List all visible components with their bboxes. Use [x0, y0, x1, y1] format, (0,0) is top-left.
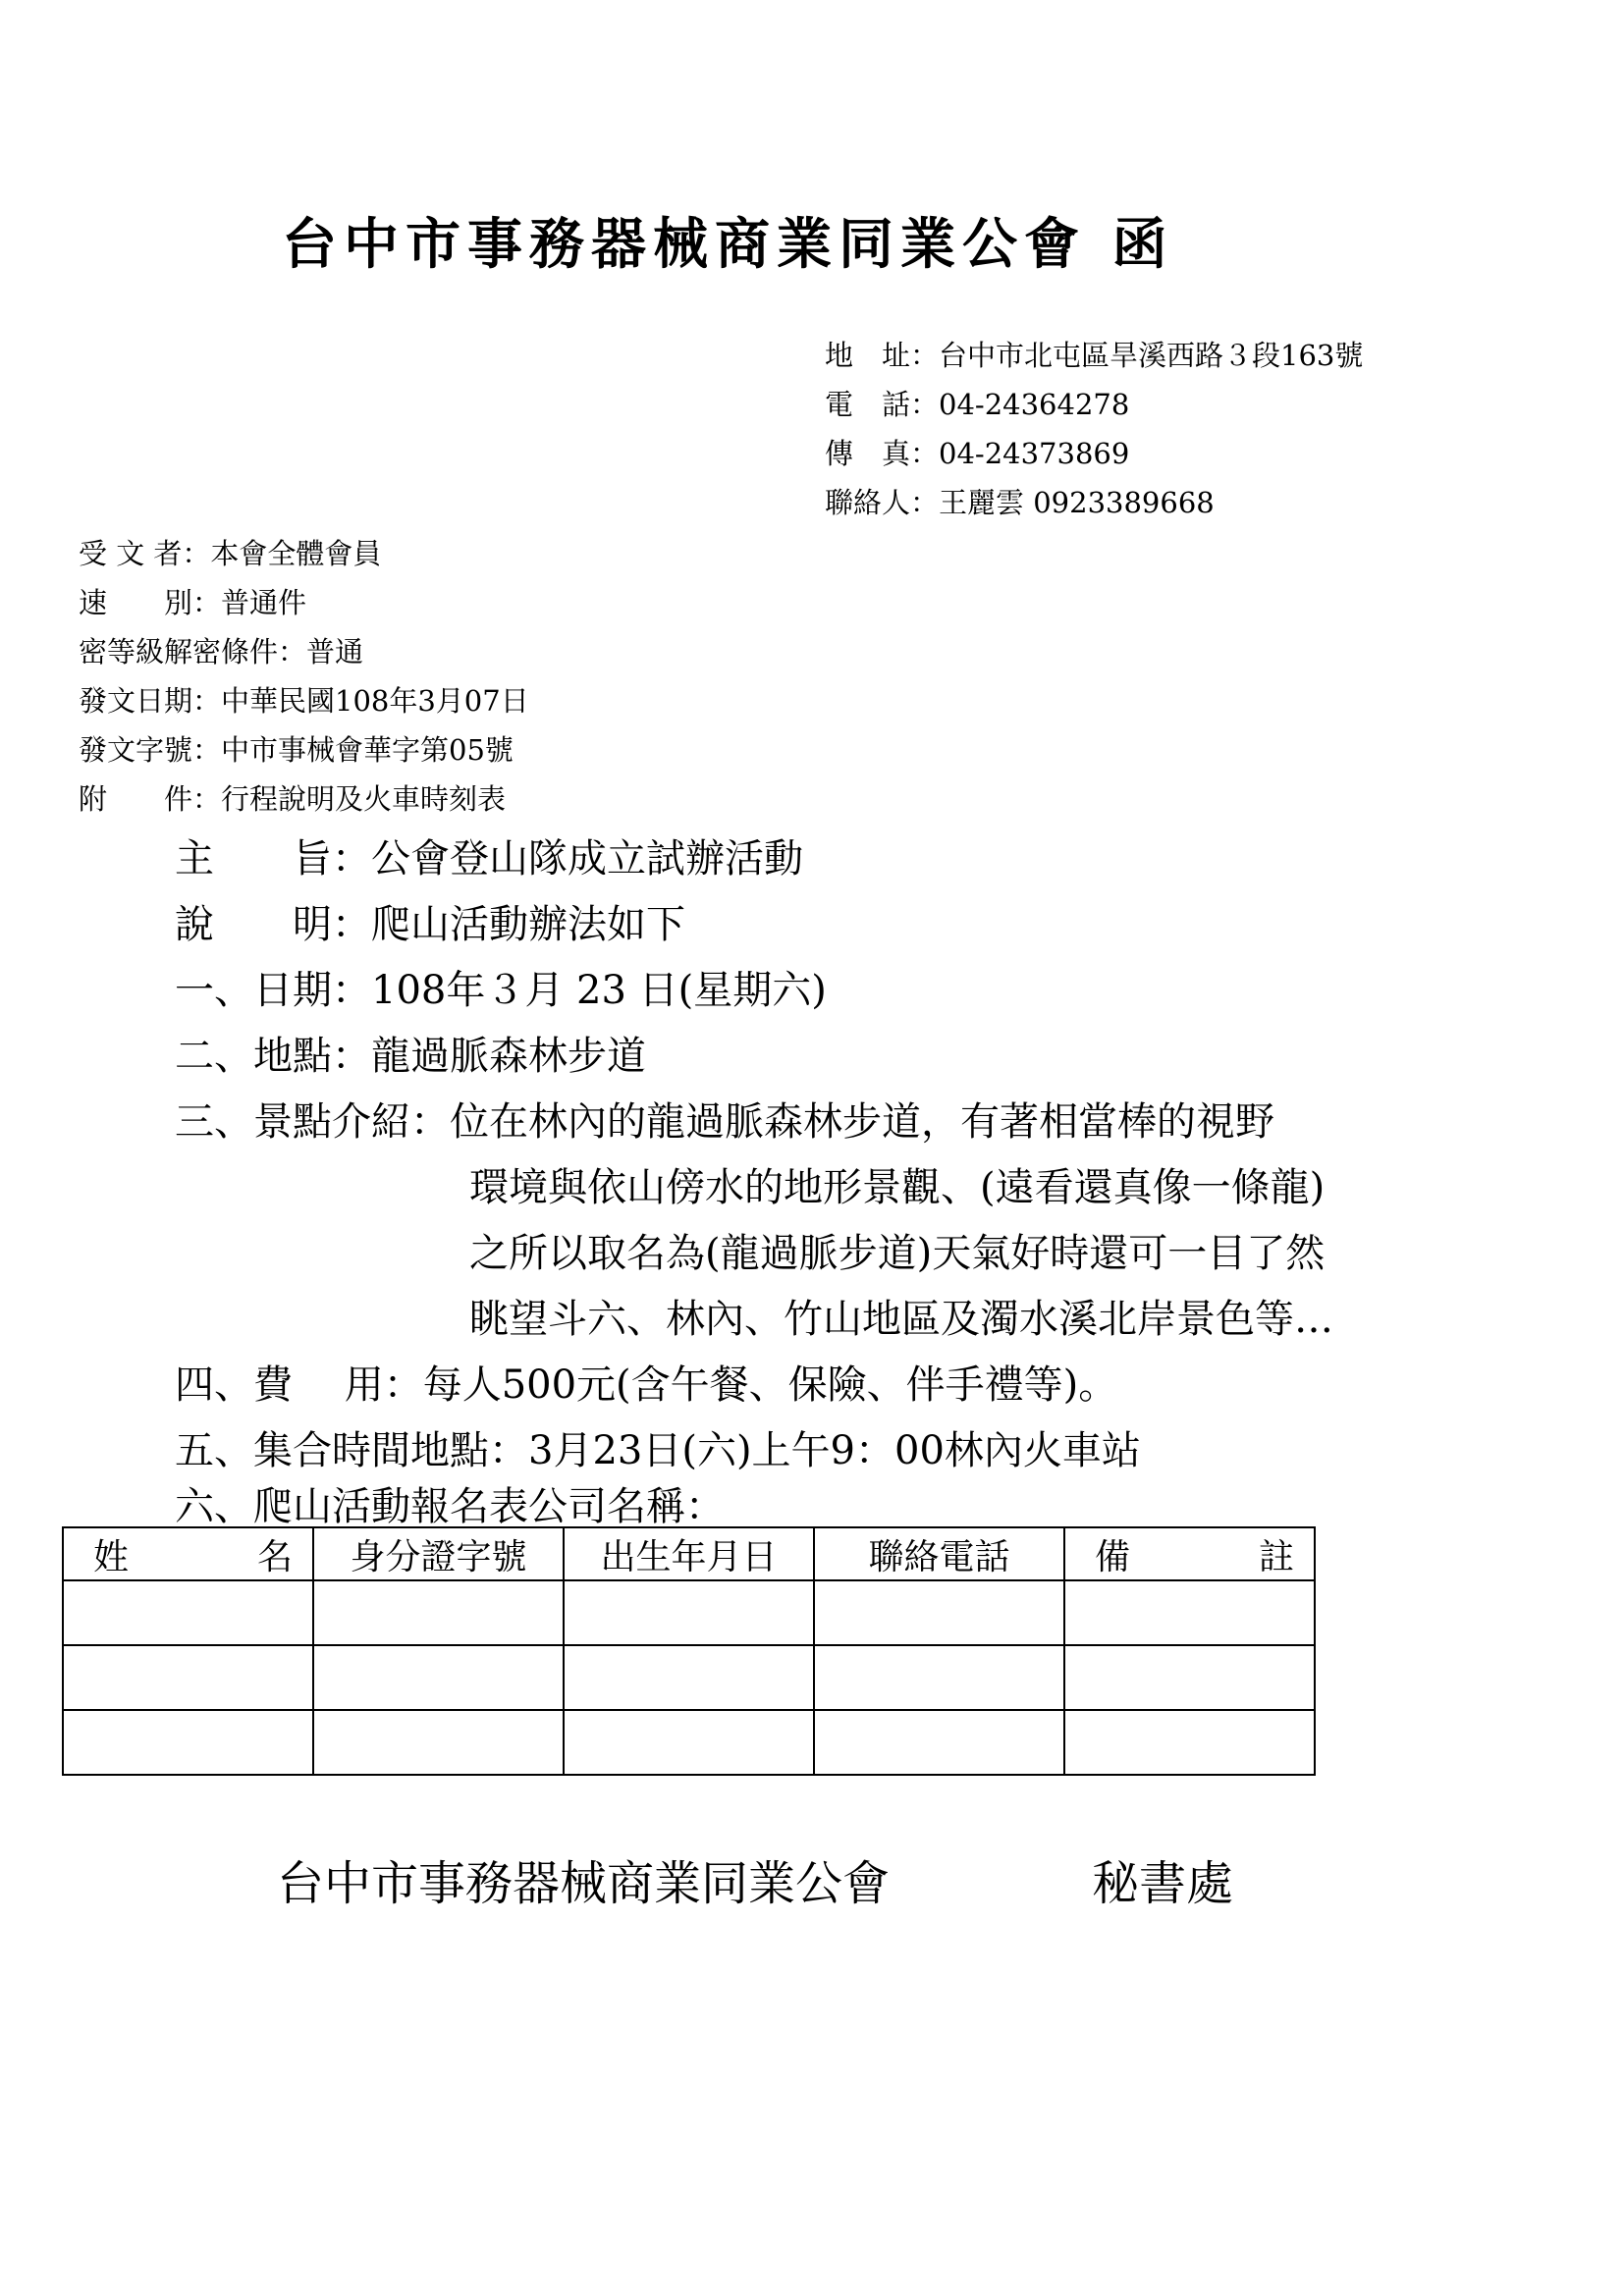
- header-name-a: 姓: [93, 1536, 130, 1577]
- meta-attachment: 附 件：行程說明及火車時刻表: [79, 782, 507, 816]
- item-location: 二、地點：龍過脈森林步道: [175, 1034, 646, 1079]
- signup-form-table: [62, 1526, 1316, 1776]
- document-title: 台中市事務器械商業同業公會 函: [282, 212, 1174, 277]
- table-cell[interactable]: [1064, 1580, 1315, 1645]
- item-date: 一、日期：108年３月 23 日(星期六): [175, 968, 827, 1013]
- header-birthdate: 出生年月日: [564, 1527, 814, 1580]
- header-note-a: 備: [1095, 1536, 1131, 1577]
- table-header-row: [63, 1527, 1315, 1580]
- header-id-number: 身分證字號: [313, 1527, 564, 1580]
- table-row: [63, 1580, 1315, 1645]
- header-note-b: 註: [1258, 1536, 1294, 1577]
- table-row: [63, 1645, 1315, 1710]
- table-cell[interactable]: [313, 1645, 564, 1710]
- subject-line: 主 旨：公會登山隊成立試辦活動: [175, 836, 803, 881]
- table-cell[interactable]: [63, 1645, 313, 1710]
- table-cell[interactable]: [63, 1580, 313, 1645]
- table-cell[interactable]: [814, 1645, 1064, 1710]
- item-meeting: 五、集合時間地點：3月23日(六)上午9：00林內火車站: [175, 1428, 1141, 1473]
- table-cell[interactable]: [814, 1580, 1064, 1645]
- contact-address: 地 址：台中市北屯區旱溪西路３段163號: [825, 339, 1364, 372]
- table-cell[interactable]: [564, 1645, 814, 1710]
- header-phone: 聯絡電話: [814, 1527, 1064, 1580]
- contact-fax: 傳 真：04-24373869: [825, 437, 1130, 470]
- item-scenery-line4: 眺望斗六、林內、竹山地區及濁水溪北岸景色等…: [469, 1297, 1333, 1342]
- table-cell[interactable]: [814, 1710, 1064, 1775]
- item-scenery-line2: 環境與依山傍水的地形景觀、(遠看還真像一條龍): [469, 1165, 1326, 1210]
- meta-date: 發文日期：中華民國108年3月07日: [79, 684, 529, 718]
- meta-speed: 速 別：普通件: [79, 586, 307, 619]
- meta-doc-number: 發文字號：中市事械會華字第05號: [79, 733, 514, 767]
- header-note: [1064, 1527, 1315, 1580]
- header-name: [63, 1527, 313, 1580]
- item-signup: 六、爬山活動報名表公司名稱：: [175, 1484, 725, 1529]
- table-cell[interactable]: [1064, 1645, 1315, 1710]
- header-name-b: 名: [256, 1536, 293, 1577]
- explanation-line: 說 明：爬山活動辦法如下: [175, 902, 685, 947]
- contact-person: 聯絡人：王麗雲 0923389668: [825, 486, 1215, 519]
- item-scenery-line3: 之所以取名為(龍過脈步道)天氣好時還可一目了然: [469, 1231, 1326, 1276]
- footer-organization: 台中市事務器械商業同業公會: [277, 1856, 891, 1911]
- table-cell[interactable]: [564, 1710, 814, 1775]
- table-cell[interactable]: [564, 1580, 814, 1645]
- contact-phone: 電 話：04-24364278: [825, 388, 1130, 421]
- table-cell[interactable]: [63, 1710, 313, 1775]
- table-cell[interactable]: [1064, 1710, 1315, 1775]
- item-scenery: 三、景點介紹：位在林內的龍過脈森林步道，有著相當棒的視野: [175, 1099, 1274, 1145]
- table-row: [63, 1710, 1315, 1775]
- table-cell[interactable]: [313, 1580, 564, 1645]
- footer-department: 秘書處: [1092, 1856, 1234, 1911]
- item-fee: 四、費 用：每人500元(含午餐、保險、伴手禮等)。: [175, 1362, 1118, 1408]
- table-cell[interactable]: [313, 1710, 564, 1775]
- meta-recipient: 受 文 者：本會全體會員: [79, 537, 382, 570]
- meta-secrecy: 密等級解密條件：普通: [79, 635, 364, 668]
